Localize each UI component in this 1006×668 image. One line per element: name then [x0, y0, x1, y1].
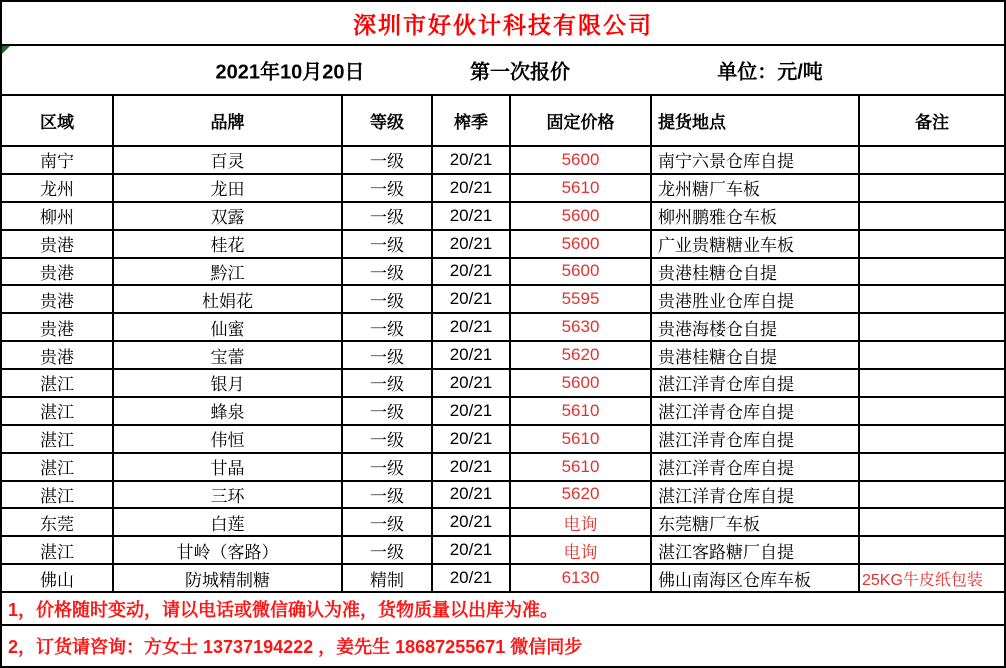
grade-cell: 一级 [343, 398, 433, 424]
remark-cell [860, 537, 1004, 563]
price-cell: 5620 [511, 342, 652, 368]
table-row [2, 229, 1004, 257]
col-header-season: 榨季 [433, 96, 511, 145]
brand-cell: 防城精制糖 [114, 565, 343, 591]
price-cell: 电询 [511, 537, 652, 563]
pickup-cell: 贵港胜业仓库自提 [652, 286, 860, 312]
grade-cell: 一级 [343, 314, 433, 340]
season-cell: 20/21 [433, 342, 511, 368]
company-title: 深圳市好伙计科技有限公司 [353, 11, 653, 38]
table-row [2, 563, 1004, 591]
region-cell: 湛江 [2, 370, 114, 396]
region-cell: 贵港 [2, 286, 114, 312]
price-cell: 5620 [511, 482, 652, 508]
season-cell: 20/21 [433, 370, 511, 396]
quote-date: 2021年10月20日 [215, 61, 365, 84]
season-cell: 20/21 [433, 565, 511, 591]
table-header-row [2, 94, 1004, 145]
pickup-cell: 湛江洋青仓库自提 [652, 454, 860, 480]
grade-cell: 一级 [343, 370, 433, 396]
cell-corner-marker-icon [2, 46, 10, 54]
table-row [2, 145, 1004, 173]
brand-cell: 白莲 [114, 509, 343, 535]
table-row [2, 257, 1004, 285]
quote-meta-row [2, 44, 1004, 94]
pickup-cell: 东莞糖厂车板 [652, 509, 860, 535]
table-row [2, 340, 1004, 368]
pickup-cell: 湛江洋青仓库自提 [652, 426, 860, 452]
season-cell: 20/21 [433, 426, 511, 452]
price-cell: 6130 [511, 565, 652, 591]
remark-cell [860, 231, 1004, 257]
col-header-remark: 备注 [915, 113, 949, 132]
price-cell: 5600 [511, 147, 652, 173]
price-cell: 5600 [511, 370, 652, 396]
region-cell: 湛江 [2, 537, 114, 563]
region-cell: 湛江 [2, 482, 114, 508]
season-cell: 20/21 [433, 286, 511, 312]
region-cell: 贵港 [2, 342, 114, 368]
remark-cell [860, 175, 1004, 201]
season-cell: 20/21 [433, 509, 511, 535]
table-row [2, 452, 1004, 480]
region-cell: 贵港 [2, 259, 114, 285]
price-cell: 5610 [511, 426, 652, 452]
remark-cell [860, 509, 1004, 535]
region-cell: 龙州 [2, 175, 114, 201]
season-cell: 20/21 [433, 231, 511, 257]
price-cell: 5595 [511, 286, 652, 312]
brand-cell: 仙蜜 [114, 314, 343, 340]
note-contact-info: 2，订货请咨询：方女士 13737194222 ，姜先生 18687255671 微信同步 [2, 624, 1004, 666]
table-body [2, 145, 1004, 591]
table-row [2, 396, 1004, 424]
price-cell: 5610 [511, 175, 652, 201]
col-header-fixed-price: 固定价格 [511, 96, 652, 145]
grade-cell: 一级 [343, 259, 433, 285]
company-title-row [2, 2, 1004, 44]
remark-cell [860, 426, 1004, 452]
table-row [2, 424, 1004, 452]
region-cell: 贵港 [2, 314, 114, 340]
pickup-cell: 广业贵糖糖业车板 [652, 231, 860, 257]
pickup-cell: 南宁六景仓库自提 [652, 147, 860, 173]
remark-cell [860, 454, 1004, 480]
col-header-region: 区域 [2, 96, 114, 145]
price-cell: 5610 [511, 398, 652, 424]
grade-cell: 一级 [343, 454, 433, 480]
grade-cell: 一级 [343, 147, 433, 173]
season-cell: 20/21 [433, 175, 511, 201]
price-cell: 5600 [511, 203, 652, 229]
brand-cell: 银月 [114, 370, 343, 396]
grade-cell: 一级 [343, 231, 433, 257]
brand-cell: 伟恒 [114, 426, 343, 452]
region-cell: 湛江 [2, 454, 114, 480]
region-cell: 湛江 [2, 398, 114, 424]
grade-cell: 一级 [343, 175, 433, 201]
table-row [2, 173, 1004, 201]
remark-cell [860, 398, 1004, 424]
season-cell: 20/21 [433, 482, 511, 508]
brand-cell: 黔江 [114, 259, 343, 285]
remark-cell [860, 370, 1004, 396]
season-cell: 20/21 [433, 398, 511, 424]
pickup-cell: 贵港海楼仓自提 [652, 314, 860, 340]
col-header-brand: 品牌 [114, 96, 343, 145]
brand-cell: 龙田 [114, 175, 343, 201]
brand-cell: 双露 [114, 203, 343, 229]
remark-cell: 25KG牛皮纸包装 [862, 571, 983, 589]
grade-cell: 一级 [343, 426, 433, 452]
season-cell: 20/21 [433, 454, 511, 480]
season-cell: 20/21 [433, 537, 511, 563]
remark-cell [860, 314, 1004, 340]
region-cell: 贵港 [2, 231, 114, 257]
unit-label: 单位：元/吨 [717, 61, 823, 84]
remark-cell [860, 286, 1004, 312]
table-row [2, 507, 1004, 535]
season-cell: 20/21 [433, 314, 511, 340]
remark-cell [860, 147, 1004, 173]
pickup-cell: 柳州鹏雅仓车板 [652, 203, 860, 229]
brand-cell: 三环 [114, 482, 343, 508]
table-row [2, 535, 1004, 563]
note-price-disclaimer: 1，价格随时变动，请以电话或微信确认为准，货物质量以出库为准。 [2, 591, 1004, 624]
quote-round: 第一次报价 [470, 61, 570, 84]
season-cell: 20/21 [433, 203, 511, 229]
brand-cell: 桂花 [114, 231, 343, 257]
region-cell: 佛山 [2, 565, 114, 591]
pickup-cell: 湛江客路糖厂自提 [652, 537, 860, 563]
season-cell: 20/21 [433, 147, 511, 173]
brand-cell: 蜂泉 [114, 398, 343, 424]
grade-cell: 一级 [343, 342, 433, 368]
remark-cell [860, 342, 1004, 368]
price-cell: 5600 [511, 259, 652, 285]
region-cell: 湛江 [2, 426, 114, 452]
col-header-grade: 等级 [343, 96, 433, 145]
grade-cell: 一级 [343, 482, 433, 508]
pickup-cell: 贵港桂糖仓自提 [652, 342, 860, 368]
pickup-cell: 龙州糖厂车板 [652, 175, 860, 201]
brand-cell: 甘岭（客路） [114, 537, 343, 563]
table-row [2, 201, 1004, 229]
season-cell: 20/21 [433, 259, 511, 285]
remark-cell [860, 482, 1004, 508]
remark-cell [860, 203, 1004, 229]
price-cell: 电询 [511, 509, 652, 535]
brand-cell: 杜娟花 [114, 286, 343, 312]
table-row [2, 312, 1004, 340]
pickup-cell: 贵港桂糖仓自提 [652, 259, 860, 285]
region-cell: 南宁 [2, 147, 114, 173]
price-cell: 5630 [511, 314, 652, 340]
pickup-cell: 湛江洋青仓库自提 [652, 398, 860, 424]
brand-cell: 百灵 [114, 147, 343, 173]
region-cell: 东莞 [2, 509, 114, 535]
pickup-cell: 湛江洋青仓库自提 [652, 370, 860, 396]
table-row [2, 480, 1004, 508]
price-cell: 5610 [511, 454, 652, 480]
remark-cell [860, 259, 1004, 285]
col-header-pickup-location: 提货地点 [652, 96, 860, 145]
brand-cell: 甘晶 [114, 454, 343, 480]
pickup-cell: 湛江洋青仓库自提 [652, 482, 860, 508]
grade-cell: 精制 [343, 565, 433, 591]
price-cell: 5600 [511, 231, 652, 257]
grade-cell: 一级 [343, 286, 433, 312]
region-cell: 柳州 [2, 203, 114, 229]
grade-cell: 一级 [343, 537, 433, 563]
table-row [2, 368, 1004, 396]
grade-cell: 一级 [343, 509, 433, 535]
grade-cell: 一级 [343, 203, 433, 229]
table-row [2, 284, 1004, 312]
brand-cell: 宝蕾 [114, 342, 343, 368]
pickup-cell: 佛山南海区仓库车板 [652, 565, 860, 591]
